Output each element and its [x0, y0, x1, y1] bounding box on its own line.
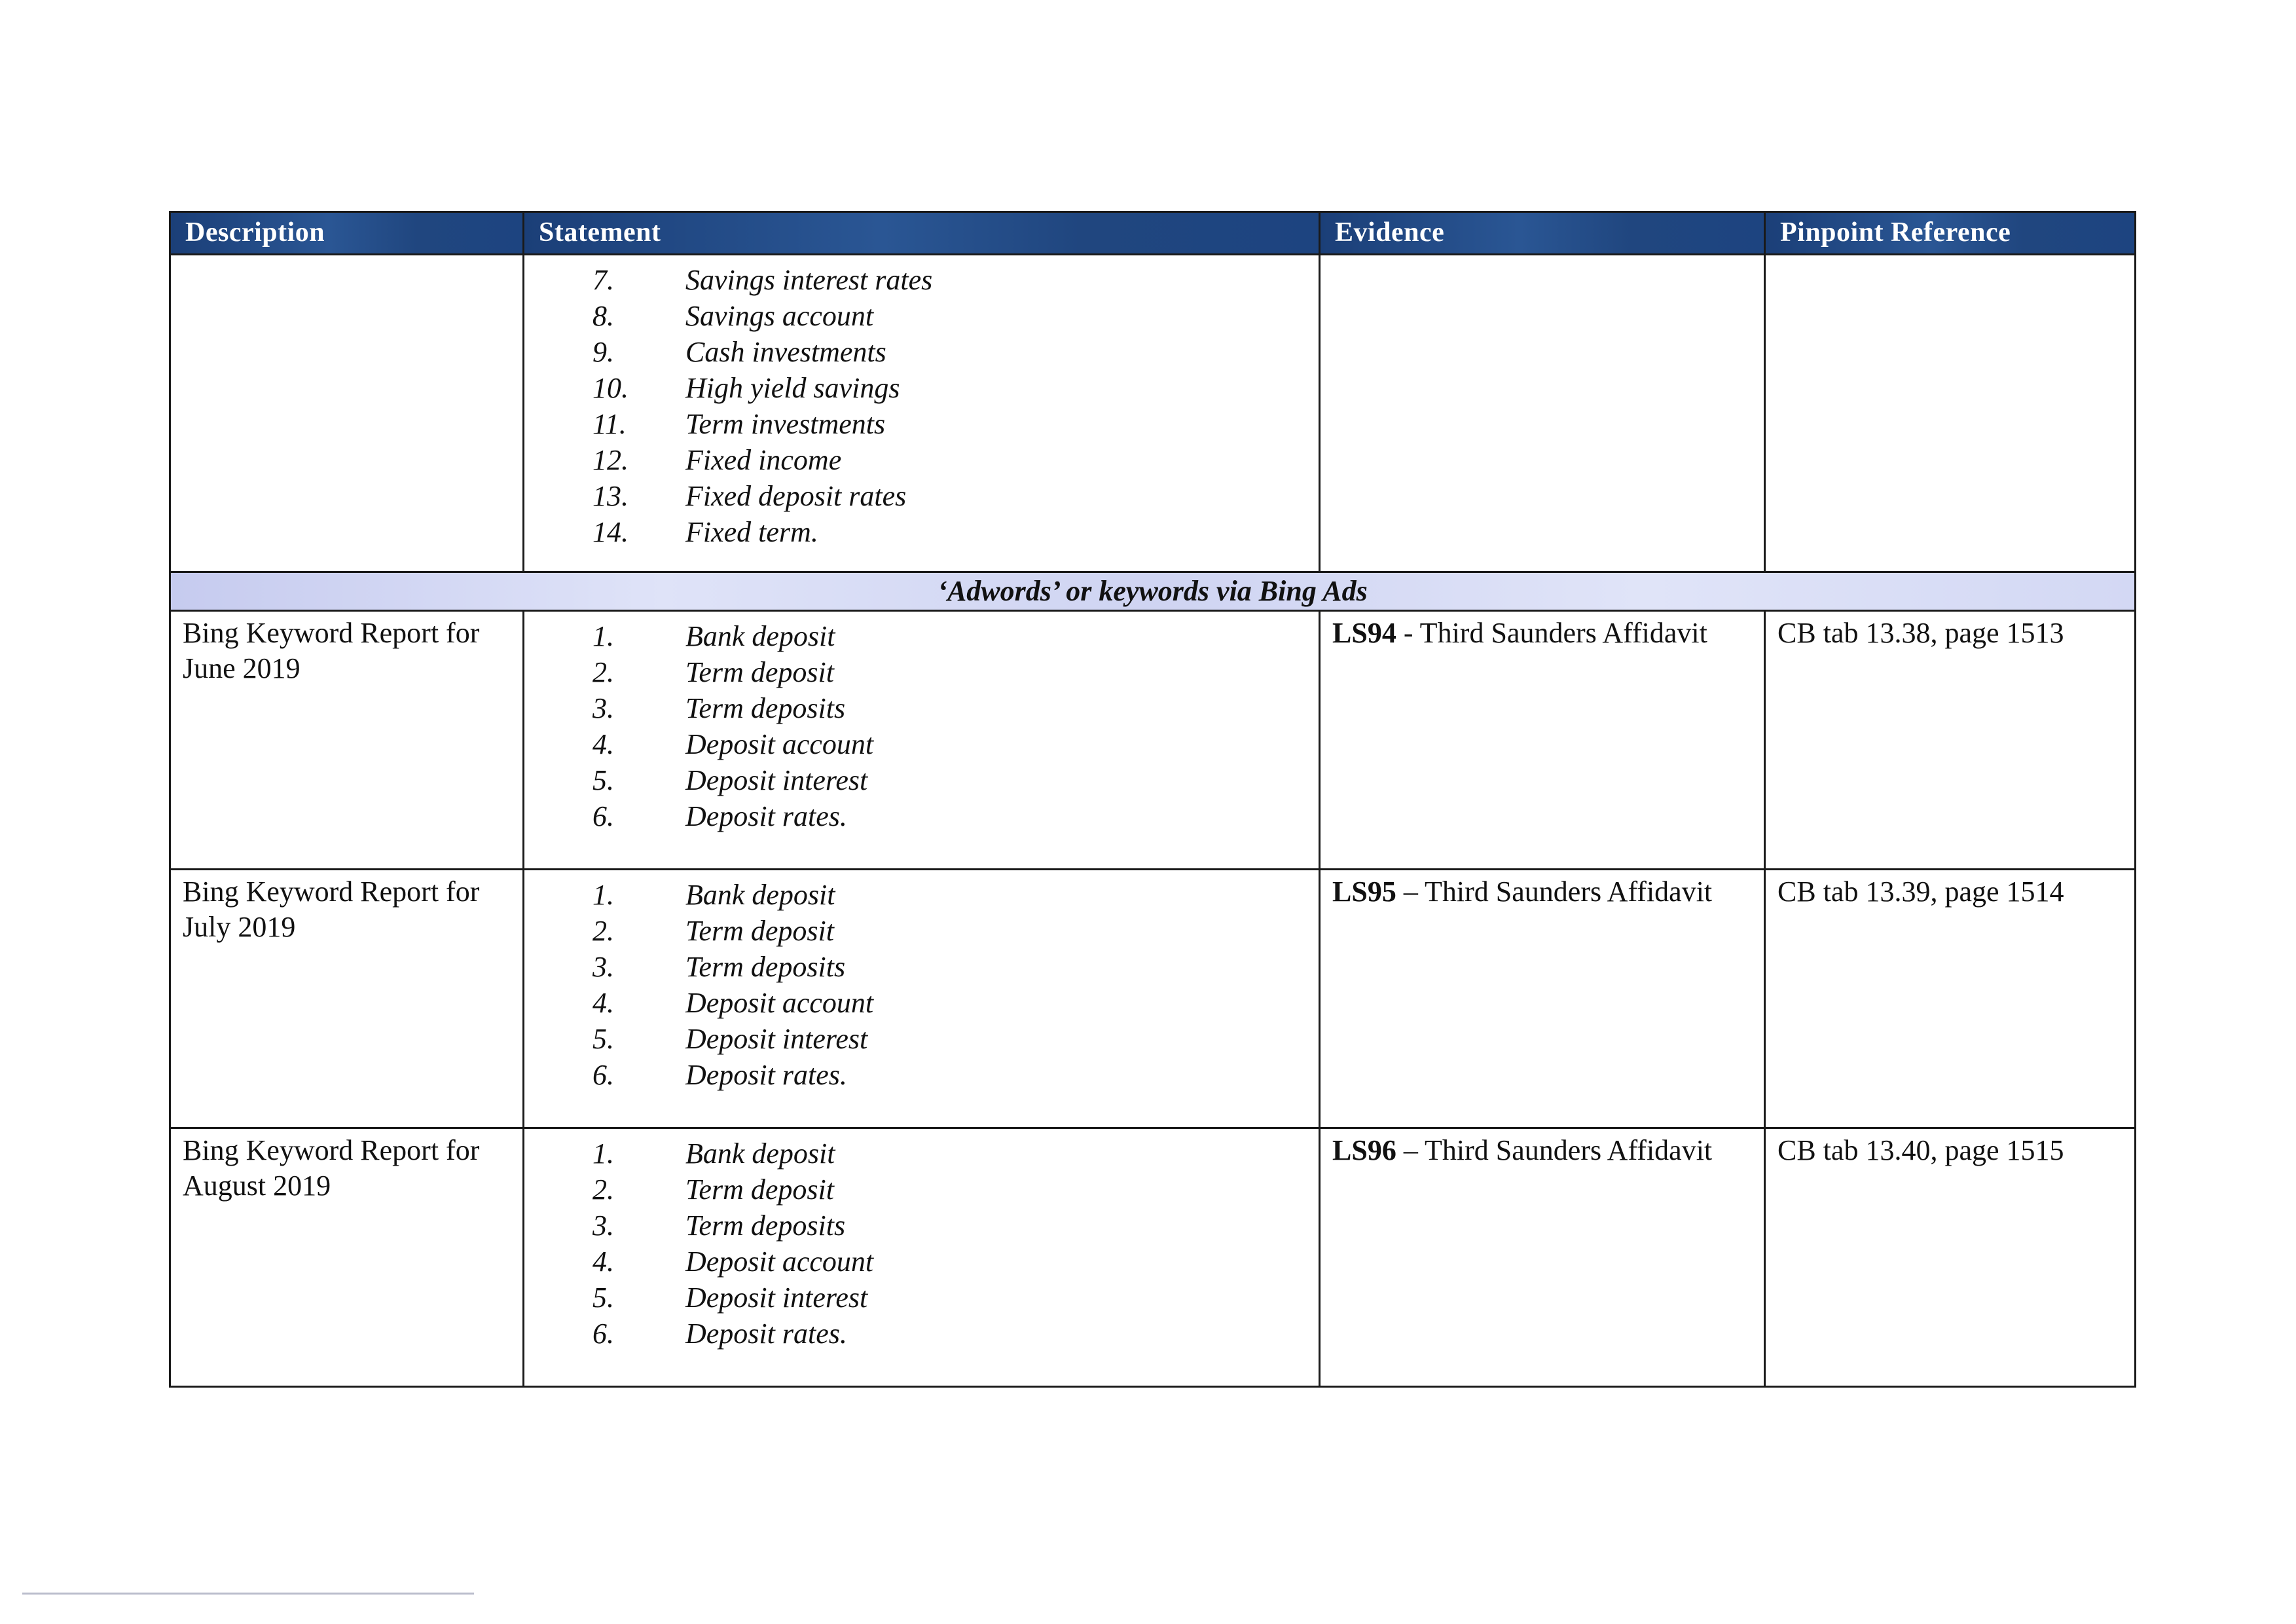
statement-number: 9. [592, 336, 614, 368]
table-row [170, 870, 2136, 1128]
section-heading: ‘Adwords’ or keywords via Bing Ads [170, 572, 2136, 611]
statement-cell [524, 255, 1320, 572]
statement-text: Savings interest rates [685, 264, 933, 296]
statement-item [536, 1280, 1307, 1316]
statement-item [536, 334, 1307, 370]
pinpoint-cell: CB tab 13.38, page 1513 [1765, 611, 2136, 870]
statement-item [536, 1244, 1307, 1280]
statement-number: 1. [592, 879, 614, 911]
statement-number: 8. [592, 300, 614, 332]
table-row [170, 1128, 2136, 1387]
statement-text: Deposit rates. [685, 800, 847, 832]
description-cell: Bing Keyword Report for June 2019 [170, 611, 524, 870]
statement-text: Deposit interest [685, 764, 868, 796]
statement-text: Deposit rates. [685, 1059, 847, 1091]
statement-item [536, 1316, 1307, 1352]
statement-text: Deposit account [685, 1246, 874, 1278]
statement-number: 6. [592, 1059, 614, 1091]
statement-list [536, 1135, 1307, 1352]
statement-text: Bank deposit [685, 620, 835, 652]
statement-cell [524, 1128, 1320, 1387]
statement-number: 6. [592, 1318, 614, 1350]
statement-number: 10. [592, 372, 629, 404]
statement-text: Fixed term. [685, 516, 818, 548]
statement-number: 2. [592, 656, 614, 688]
statement-number: 4. [592, 1246, 614, 1278]
statement-item [536, 262, 1307, 298]
statement-number: 3. [592, 1209, 614, 1242]
statement-number: 14. [592, 516, 629, 548]
statement-item [536, 1021, 1307, 1057]
evidence-code: LS96 [1332, 1134, 1396, 1166]
statement-number: 1. [592, 1137, 614, 1170]
statement-item [536, 1057, 1307, 1093]
header-pinpoint-reference: Pinpoint Reference [1765, 212, 2136, 255]
statement-text: Term deposits [685, 692, 846, 724]
statement-number: 2. [592, 1173, 614, 1206]
statement-number: 3. [592, 951, 614, 983]
evidence-cell [1320, 255, 1765, 572]
statement-cell [524, 870, 1320, 1128]
statement-number: 4. [592, 987, 614, 1019]
statement-text: Bank deposit [685, 1137, 835, 1170]
evidence-code: LS94 [1332, 617, 1396, 649]
statement-number: 5. [592, 1282, 614, 1314]
statement-text: Bank deposit [685, 879, 835, 911]
statement-text: Term deposits [685, 1209, 846, 1242]
evidence-cell [1320, 870, 1765, 1128]
statement-number: 1. [592, 620, 614, 652]
statement-item [536, 478, 1307, 514]
statement-list [536, 618, 1307, 834]
statement-text: High yield savings [685, 372, 900, 404]
statement-text: Term deposit [685, 1173, 834, 1206]
statement-item [536, 442, 1307, 478]
statement-number: 5. [592, 764, 614, 796]
evidence-code: LS95 [1332, 876, 1396, 908]
table-row [170, 611, 2136, 870]
description-cell: Bing Keyword Report for July 2019 [170, 870, 524, 1128]
statement-number: 4. [592, 728, 614, 760]
table-row-continuation [170, 255, 2136, 572]
statement-text: Deposit interest [685, 1023, 868, 1055]
statement-item [536, 877, 1307, 913]
statement-item [536, 985, 1307, 1021]
statement-number: 2. [592, 915, 614, 947]
statement-item [536, 913, 1307, 949]
pinpoint-cell: CB tab 13.39, page 1514 [1765, 870, 2136, 1128]
statement-text: Deposit rates. [685, 1318, 847, 1350]
statement-text: Deposit interest [685, 1282, 868, 1314]
statement-cell [524, 611, 1320, 870]
statement-text: Term investments [685, 408, 886, 440]
statement-number: 12. [592, 444, 629, 476]
evidence-cell [1320, 1128, 1765, 1387]
statement-number: 7. [592, 264, 614, 296]
evidence-cell [1320, 611, 1765, 870]
statement-text: Fixed income [685, 444, 842, 476]
statement-text: Term deposits [685, 951, 846, 983]
statement-number: 11. [592, 408, 627, 440]
footer-rule [22, 1593, 474, 1595]
header-statement: Statement [524, 212, 1320, 255]
evidence-text: – Third Saunders Affidavit [1396, 1134, 1713, 1166]
statement-item [536, 1172, 1307, 1208]
evidence-table [169, 211, 2136, 1388]
statement-text: Term deposit [685, 915, 834, 947]
description-cell [170, 255, 524, 572]
statement-item [536, 618, 1307, 654]
statement-item [536, 654, 1307, 690]
evidence-text: - Third Saunders Affidavit [1396, 617, 1707, 649]
pinpoint-cell [1765, 255, 2136, 572]
statement-item [536, 798, 1307, 834]
statement-list [536, 877, 1307, 1093]
section-heading-row [170, 572, 2136, 611]
statement-item [536, 370, 1307, 406]
statement-text: Fixed deposit rates [685, 480, 907, 512]
statement-item [536, 514, 1307, 550]
statement-item [536, 949, 1307, 985]
statement-list [536, 262, 1307, 550]
statement-item [536, 406, 1307, 442]
statement-text: Cash investments [685, 336, 886, 368]
description-cell: Bing Keyword Report for August 2019 [170, 1128, 524, 1387]
statement-item [536, 1208, 1307, 1244]
statement-number: 5. [592, 1023, 614, 1055]
header-description: Description [170, 212, 524, 255]
header-evidence: Evidence [1320, 212, 1765, 255]
pinpoint-cell: CB tab 13.40, page 1515 [1765, 1128, 2136, 1387]
statement-text: Term deposit [685, 656, 834, 688]
statement-item [536, 1135, 1307, 1172]
statement-number: 13. [592, 480, 629, 512]
statement-item [536, 726, 1307, 762]
evidence-text: – Third Saunders Affidavit [1396, 876, 1713, 908]
statement-number: 6. [592, 800, 614, 832]
statement-item [536, 298, 1307, 334]
statement-item [536, 762, 1307, 798]
statement-item [536, 690, 1307, 726]
table-header-row [170, 212, 2136, 255]
statement-text: Deposit account [685, 987, 874, 1019]
statement-text: Deposit account [685, 728, 874, 760]
statement-text: Savings account [685, 300, 874, 332]
statement-number: 3. [592, 692, 614, 724]
